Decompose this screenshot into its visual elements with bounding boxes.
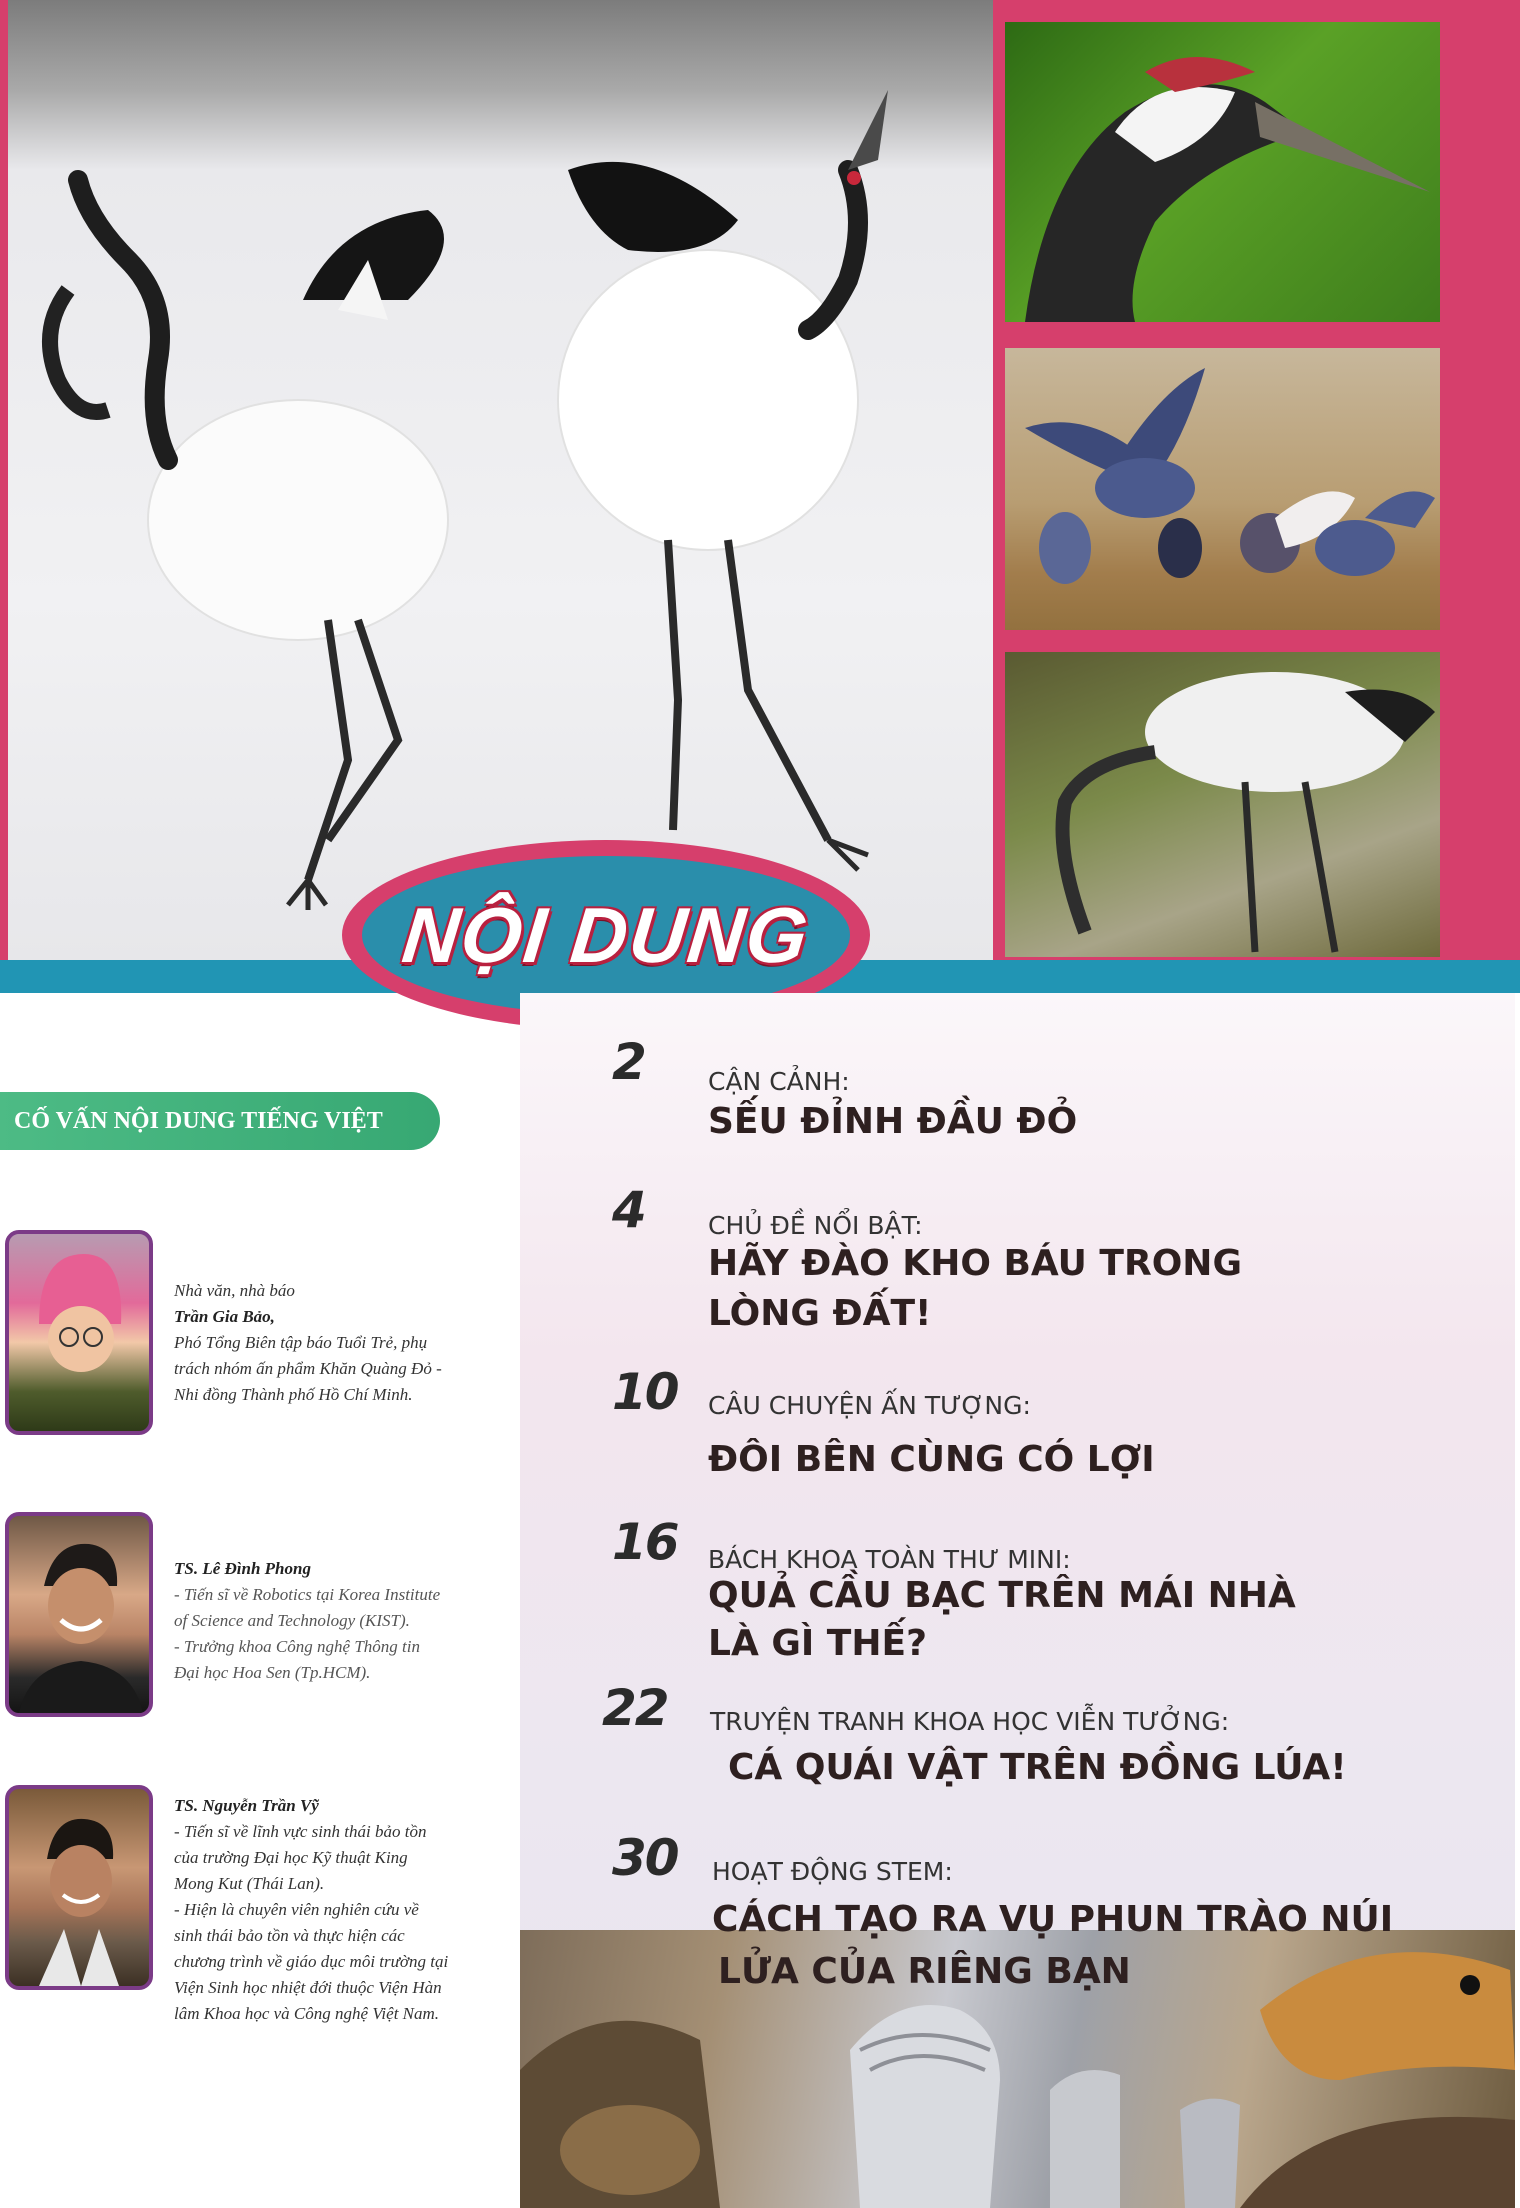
headline-line: LỬA CỦA RIÊNG BẠN	[718, 1951, 1131, 1992]
toc-entry[interactable]	[520, 1813, 1515, 2013]
bio-line: chương trình về giáo dục môi trường tại	[174, 1952, 449, 1971]
bio-line: Nhà văn, nhà báo	[174, 1281, 295, 1300]
advisor-bio	[174, 1556, 504, 1686]
crane-foraging-photo	[1005, 652, 1440, 957]
title-oval	[362, 856, 850, 1014]
toc-entry[interactable]	[520, 1343, 1515, 1483]
page-number: 30	[612, 1829, 678, 1887]
section-label: CÂU CHUYỆN ẤN TƯỢNG:	[708, 1391, 1031, 1420]
bio-line: of Science and Technology (KIST).	[174, 1611, 410, 1630]
cranes-flock-photo	[1005, 348, 1440, 630]
crane-head-photo	[1005, 22, 1440, 322]
bio-line: - Hiện là chuyên viên nghiên cứu về	[174, 1900, 419, 1919]
bio-line: Phó Tổng Biên tập báo Tuổi Trẻ, phụ	[174, 1333, 428, 1352]
page-number: 4	[612, 1181, 645, 1239]
toc-entry[interactable]	[520, 1673, 1515, 1803]
bio-line: sinh thái bảo tồn và thực hiện các	[174, 1926, 405, 1945]
cover-photo-band	[0, 0, 1520, 985]
advisor-name: TS. Lê Đình Phong	[174, 1559, 311, 1578]
page-title: NỘI DUNG	[398, 890, 814, 979]
advisor-name: Trần Gia Bảo,	[174, 1307, 275, 1326]
section-label: CHỦ ĐỀ NỔI BẬT:	[708, 1211, 923, 1240]
headline-line: LÀ GÌ THẾ?	[708, 1623, 927, 1664]
page-number: 16	[612, 1513, 678, 1571]
toc-entry[interactable]	[520, 1153, 1515, 1343]
bio-line: của trường Đại học Kỹ thuật King	[174, 1848, 408, 1867]
headline-line: SẾU ĐỈNH ĐẦU ĐỎ	[708, 1101, 1078, 1142]
bio-line: Viện Sinh học nhiệt đới thuộc Viện Hàn	[174, 1978, 442, 1997]
advisor-avatar	[5, 1785, 153, 1990]
section-label: HOẠT ĐỘNG STEM:	[712, 1857, 953, 1886]
bio-line: Mong Kut (Thái Lan).	[174, 1874, 325, 1893]
bio-line: - Tiến sĩ về lĩnh vực sinh thái bảo tồn	[174, 1822, 427, 1841]
advisor-avatar	[5, 1512, 153, 1717]
main-crane-photo	[8, 0, 993, 960]
section-label: TRUYỆN TRANH KHOA HỌC VIỄN TƯỞNG:	[710, 1707, 1230, 1736]
advisor-avatar	[5, 1230, 153, 1435]
bio-line: Nhi đồng Thành phố Hồ Chí Minh.	[174, 1385, 413, 1404]
bio-line: - Trưởng khoa Công nghệ Thông tin	[174, 1637, 420, 1656]
advisor-heading: CỐ VẤN NỘI DUNG TIẾNG VIỆT	[0, 1092, 440, 1150]
dancing-cranes-illustration	[8, 0, 993, 960]
headline-line: HÃY ĐÀO KHO BÁU TRONG	[708, 1243, 1242, 1284]
section-label: BÁCH KHOA TOÀN THƯ MINI:	[708, 1545, 1071, 1574]
headline-line: QUẢ CẦU BẠC TRÊN MÁI NHÀ	[708, 1575, 1296, 1616]
section-label: CẬN CẢNH:	[708, 1067, 850, 1096]
headline-line: CÁCH TẠO RA VỤ PHUN TRÀO NÚI	[712, 1899, 1394, 1940]
table-of-contents	[520, 993, 1515, 2208]
advisor-name: TS. Nguyễn Trần Vỹ	[174, 1796, 319, 1815]
headline-line: LÒNG ĐẤT!	[708, 1293, 932, 1334]
headline-line: ĐÔI BÊN CÙNG CÓ LỢI	[708, 1439, 1155, 1480]
page-number: 22	[602, 1679, 668, 1737]
page-number: 10	[612, 1363, 678, 1421]
bio-line: - Tiến sĩ về Robotics tại Korea Institute	[174, 1585, 441, 1604]
toc-entry[interactable]	[520, 1493, 1515, 1663]
bio-line: trách nhóm ấn phẩm Khăn Quàng Đỏ -	[174, 1359, 442, 1378]
toc-entry[interactable]	[520, 993, 1515, 1153]
bio-line: lâm Khoa học và Công nghệ Việt Nam.	[174, 2004, 440, 2023]
headline-line: CÁ QUÁI VẬT TRÊN ĐỒNG LÚA!	[728, 1747, 1347, 1788]
page-number: 2	[612, 1033, 645, 1091]
bio-line: Đại học Hoa Sen (Tp.HCM).	[174, 1663, 371, 1682]
advisor-bio	[174, 1793, 504, 2027]
advisor-bio	[174, 1278, 504, 1408]
